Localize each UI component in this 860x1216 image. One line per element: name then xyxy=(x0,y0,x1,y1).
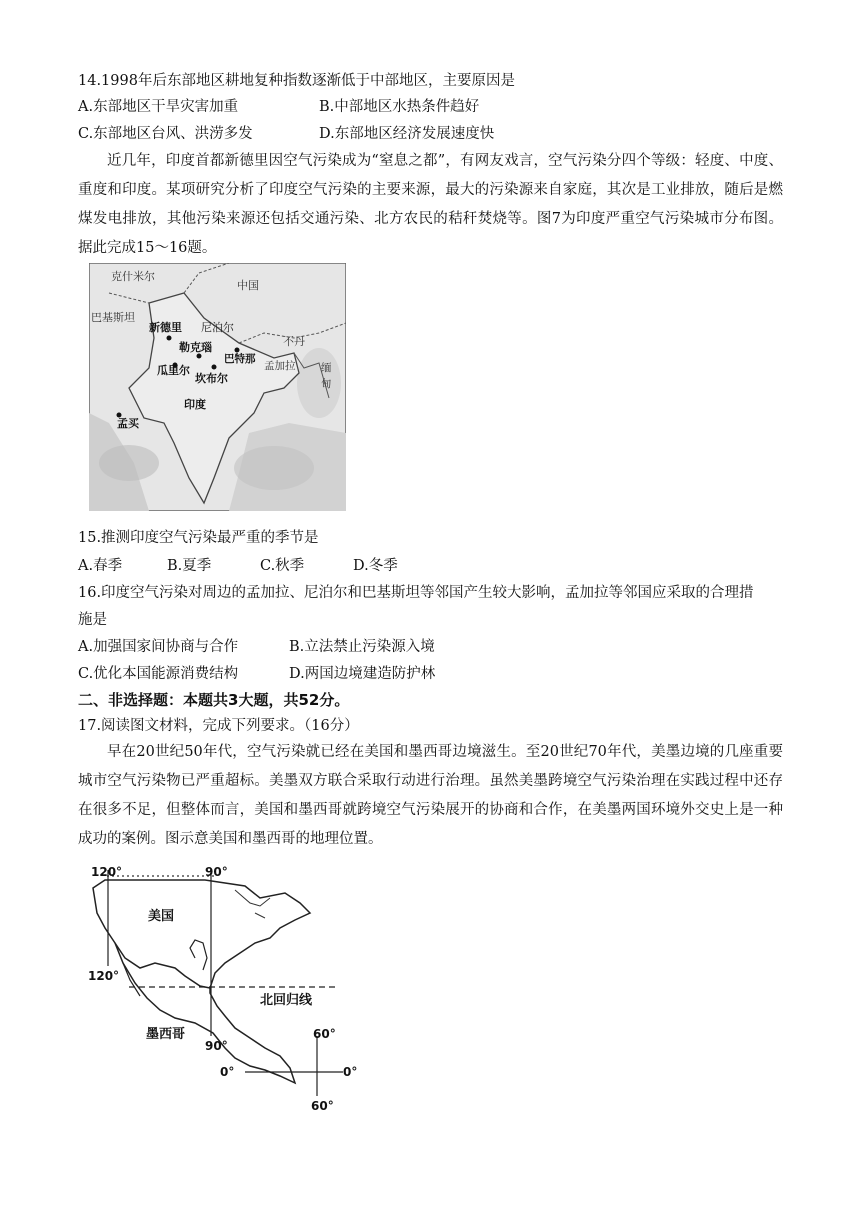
q14-option-b: B.中部地区水热条件趋好 xyxy=(319,99,480,115)
label-lat0-left: 0° xyxy=(220,1065,235,1079)
label-myanmar-1: 缅 xyxy=(321,362,332,374)
india-map-graphic xyxy=(89,263,346,511)
us-mexico-map xyxy=(85,858,380,1114)
label-mexico: 墨西哥 xyxy=(146,1027,186,1042)
label-kashmir: 克什米尔 xyxy=(111,270,155,283)
label-tropic-of-cancer: 北回归线 xyxy=(260,993,313,1008)
label-usa: 美国 xyxy=(148,909,175,924)
q14-option-a: A.东部地区干旱灾害加重 xyxy=(78,99,239,115)
label-lon60-bottom: 60° xyxy=(311,1099,334,1113)
label-lon120-left: 120° xyxy=(88,969,120,983)
india-passage: 近几年，印度首都新德里因空气污染成为“窒息之都”，有网友戏言，空气污染分四个等级：轻度、中度、重度和印度。某项研究分析了印度空气污染的主要来源，最大的污染源来自家庭，其次是工业排放，随后是燃煤发电排放，其他污染来源还包括交通污染、北方农民的秸秆焚烧等。图7为印度严重空气污染城市分布图。据此完成15～16题。 xyxy=(78,153,783,256)
us-mexico-map-graphic xyxy=(85,858,380,1114)
label-nepal: 尼泊尔 xyxy=(201,321,234,334)
q15-stem: 15.推测印度空气污染最严重的季节是 xyxy=(78,530,319,546)
label-india: 印度 xyxy=(184,398,206,411)
q15-option-d: D.冬季 xyxy=(353,558,398,574)
label-pakistan: 巴基斯坦 xyxy=(91,311,135,324)
label-china: 中国 xyxy=(237,279,259,292)
q14-option-d: D.东部地区经济发展速度快 xyxy=(319,126,495,142)
q16-option-d: D.两国边境建造防护林 xyxy=(289,666,436,682)
label-bhutan: 不丹 xyxy=(283,335,305,348)
q14-option-c: C.东部地区台风、洪涝多发 xyxy=(78,126,253,142)
label-lon90-bottom: 90° xyxy=(205,1039,228,1053)
q15-option-a: A.春季 xyxy=(78,558,123,574)
q17-stem: 17.阅读图文材料，完成下列要求。（16分） xyxy=(78,718,359,734)
q15-option-b: B.夏季 xyxy=(167,558,212,574)
label-kanpur: 坎布尔 xyxy=(195,372,228,385)
label-lon90-top: 90° xyxy=(205,865,228,879)
label-lucknow: 勒克瑙 xyxy=(179,341,212,354)
q16-stem-line1: 16.印度空气污染对周边的孟加拉、尼泊尔和巴基斯坦等邻国产生较大影响，孟加拉等邻国应采取的合理措 xyxy=(78,585,754,601)
q14-stem: 14.1998年后东部地区耕地复种指数逐渐低于中部地区，主要原因是 xyxy=(78,73,515,89)
q16-stem-line2: 施是 xyxy=(78,612,107,628)
label-patna: 巴特那 xyxy=(224,353,256,365)
india-pollution-map xyxy=(89,263,346,511)
label-lon60-top: 60° xyxy=(313,1027,336,1041)
label-bangladesh: 孟加拉 xyxy=(264,360,296,372)
label-mumbai: 孟买 xyxy=(117,417,139,430)
q15-option-c: C.秋季 xyxy=(260,558,305,574)
q16-option-c: C.优化本国能源消费结构 xyxy=(78,666,239,682)
q16-option-a: A.加强国家间协商与合作 xyxy=(78,639,239,655)
q16-option-b: B.立法禁止污染源入境 xyxy=(289,639,435,655)
label-lon120-top: 120° xyxy=(91,865,123,879)
section-2-heading: 二、非选择题：本题共3大题，共52分。 xyxy=(78,691,350,709)
label-new-delhi: 新德里 xyxy=(149,321,182,334)
label-gwalior: 瓜里尔 xyxy=(157,364,190,377)
q17-passage: 早在20世纪50年代，空气污染就已经在美国和墨西哥边境滋生。至20世纪70年代，美墨边境的几座重要城市空气污染物已严重超标。美墨双方联合采取行动进行治理。虽然美墨跨境空气污染治理在实践过程中还存在很多不足，但整体而言，美国和墨西哥就跨境空气污染展开的协商和合作，在美墨两国环境外交史上是一种成功的案例。图示意美国和墨西哥的地理位置。 xyxy=(78,744,783,847)
label-myanmar-2: 甸 xyxy=(321,378,332,390)
label-lat0-right: 0° xyxy=(343,1065,358,1079)
